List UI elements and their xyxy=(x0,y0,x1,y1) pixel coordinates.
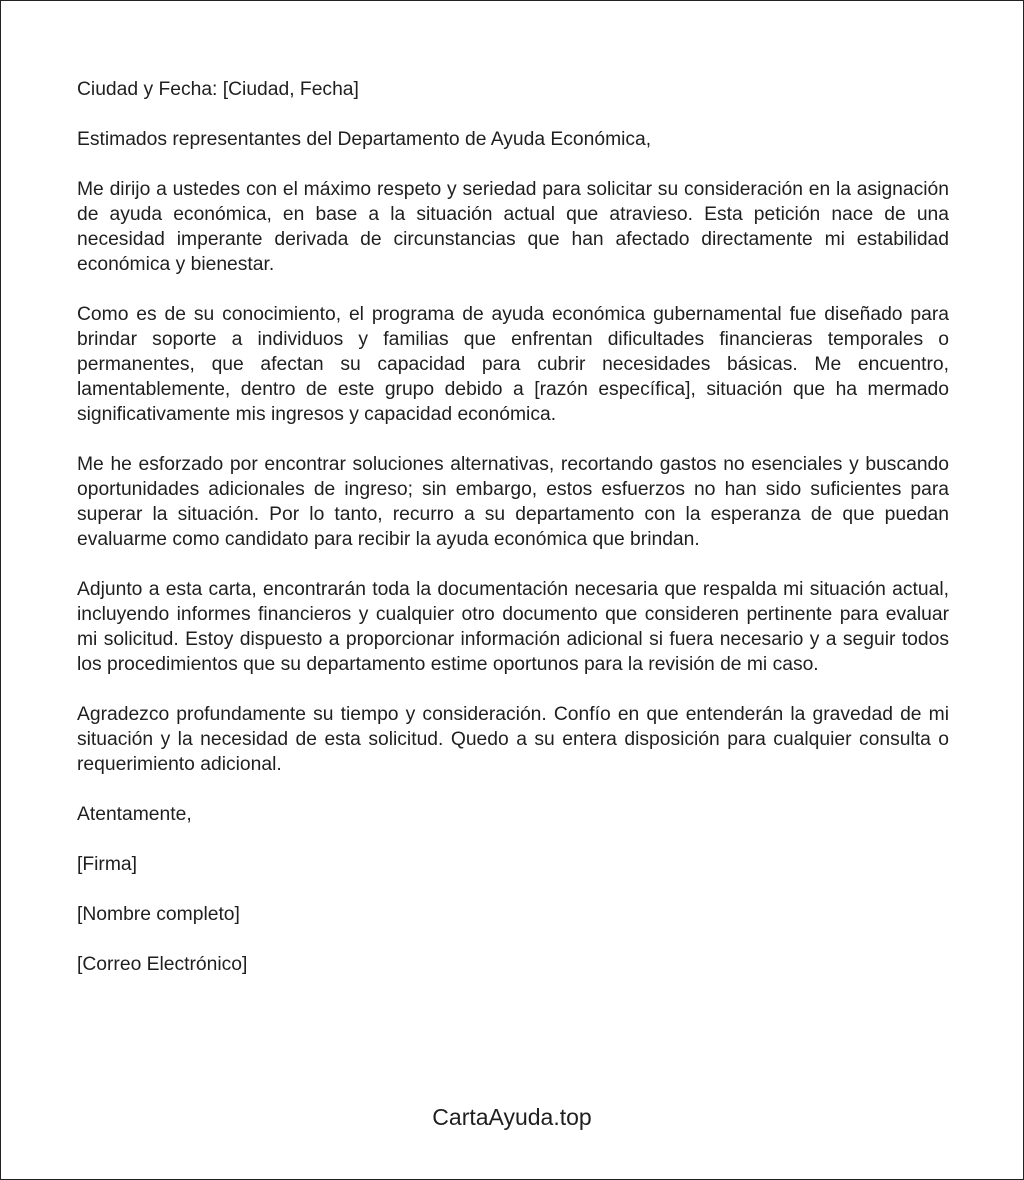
salutation: Estimados representantes del Departamento de Ayuda Económica, xyxy=(77,129,652,150)
city-date-line: Ciudad y Fecha: [Ciudad, Fecha] xyxy=(77,79,359,100)
closing: Atentamente, xyxy=(77,804,192,825)
signature-placeholder: [Firma] xyxy=(77,854,137,875)
paragraph-efforts: Me he esforzado por encontrar soluciones alternativas, recortando gastos no esenciales y buscando oportunidades adicionales de ingreso; sin embargo, estos esfuerzos no han sido suficientes para superar la situación. Por lo tanto, recurro a su departamento con la esperanza de que puedan evaluarme como candidato para recibir la ayuda económica que brindan. xyxy=(77,454,949,550)
email-placeholder: [Correo Electrónico] xyxy=(77,954,248,975)
footer-site-name: CartaAyuda.top xyxy=(432,1104,592,1130)
letter-body xyxy=(77,77,949,1002)
paragraph-program: Como es de su conocimiento, el programa de ayuda económica gubernamental fue diseñado para brindar soporte a individuos y familias que enfrentan dificultades financieras temporales o permanentes, que afectan su capacidad para cubrir necesidades básicas. Me encuentro, lamentablemente, dentro de este grupo debido a [razón específica], situación que ha mermado significativamente mis ingresos y capacidad económica. xyxy=(77,304,949,425)
paragraph-documents: Adjunto a esta carta, encontrarán toda la documentación necesaria que respalda mi situación actual, incluyendo informes financieros y cualquier otro documento que consideren pertinente para evaluar mi solicitud. Estoy dispuesto a proporcionar información adicional si fuera necesario y a seguir todos los procedimientos que su departamento estime oportunos para la revisión de mi caso. xyxy=(77,579,949,675)
paragraph-request: Me dirijo a ustedes con el máximo respeto y seriedad para solicitar su consideración en la asignación de ayuda económica, en base a la situación actual que atravieso. Esta petición nace de una necesidad imperante derivada de circunstancias que han afectado directamente mi estabilidad económica y bienestar. xyxy=(77,179,949,275)
paragraph-thanks: Agradezco profundamente su tiempo y consideración. Confío en que entenderán la gravedad de mi situación y la necesidad de esta solicitud. Quedo a su entera disposición para cualquier consulta o requerimiento adicional. xyxy=(77,704,949,775)
full-name-placeholder: [Nombre completo] xyxy=(77,904,240,925)
